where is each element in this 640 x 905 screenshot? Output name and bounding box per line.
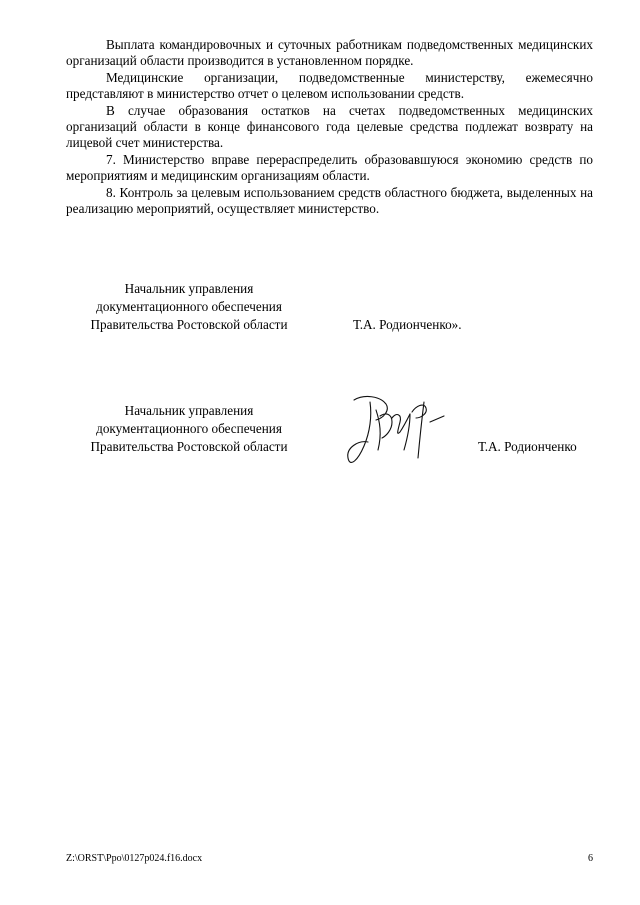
page-number: 6 (588, 853, 593, 864)
document-body (66, 37, 593, 219)
paragraph-monthly-report: Медицинские организации, подведомственные министерству, ежемесячно представляют в министерство отчет о целевом использовании средств. (66, 70, 593, 101)
signature-1-title-line: Начальник управления (124, 281, 254, 296)
handwritten-signature (340, 388, 460, 478)
signature-block-1-name: Т.А. Родионченко». (353, 317, 462, 332)
paragraph-travel-allowance: Выплата командировочных и суточных работникам подведомственных медицинских организаций области производится в установленном порядке. (66, 37, 593, 68)
signature-block-2-name: Т.А. Родионченко (478, 439, 577, 454)
signature-2-title-line: Начальник управления (124, 403, 254, 418)
footer-file-path: Z:\ORST\Ppo\0127p024.f16.docx (66, 853, 203, 864)
signature-block-1-title (60, 280, 318, 334)
signature-2-title-line: Правительства Ростовской области (90, 439, 288, 454)
signature-1-title-line: документационного обеспечения (96, 299, 282, 314)
signature-block-2-title (60, 402, 318, 456)
paragraph-item-8: 8. Контроль за целевым использованием средств областного бюджета, выделенных на реализацию мероприятий, осуществляет министерство. (66, 185, 593, 216)
signature-1-title-line: Правительства Ростовской области (90, 317, 288, 332)
paragraph-fund-return: В случае образования остатков на счетах подведомственных медицинских организаций области в конце финансового года целевые средства подлежат возврату на лицевой счет министерства. (66, 103, 593, 150)
signature-2-title-line: документационного обеспечения (96, 421, 282, 436)
paragraph-item-7: 7. Министерство вправе перераспределить образовавшуюся экономию средств по мероприятиям и медицинским организациям области. (66, 152, 593, 183)
